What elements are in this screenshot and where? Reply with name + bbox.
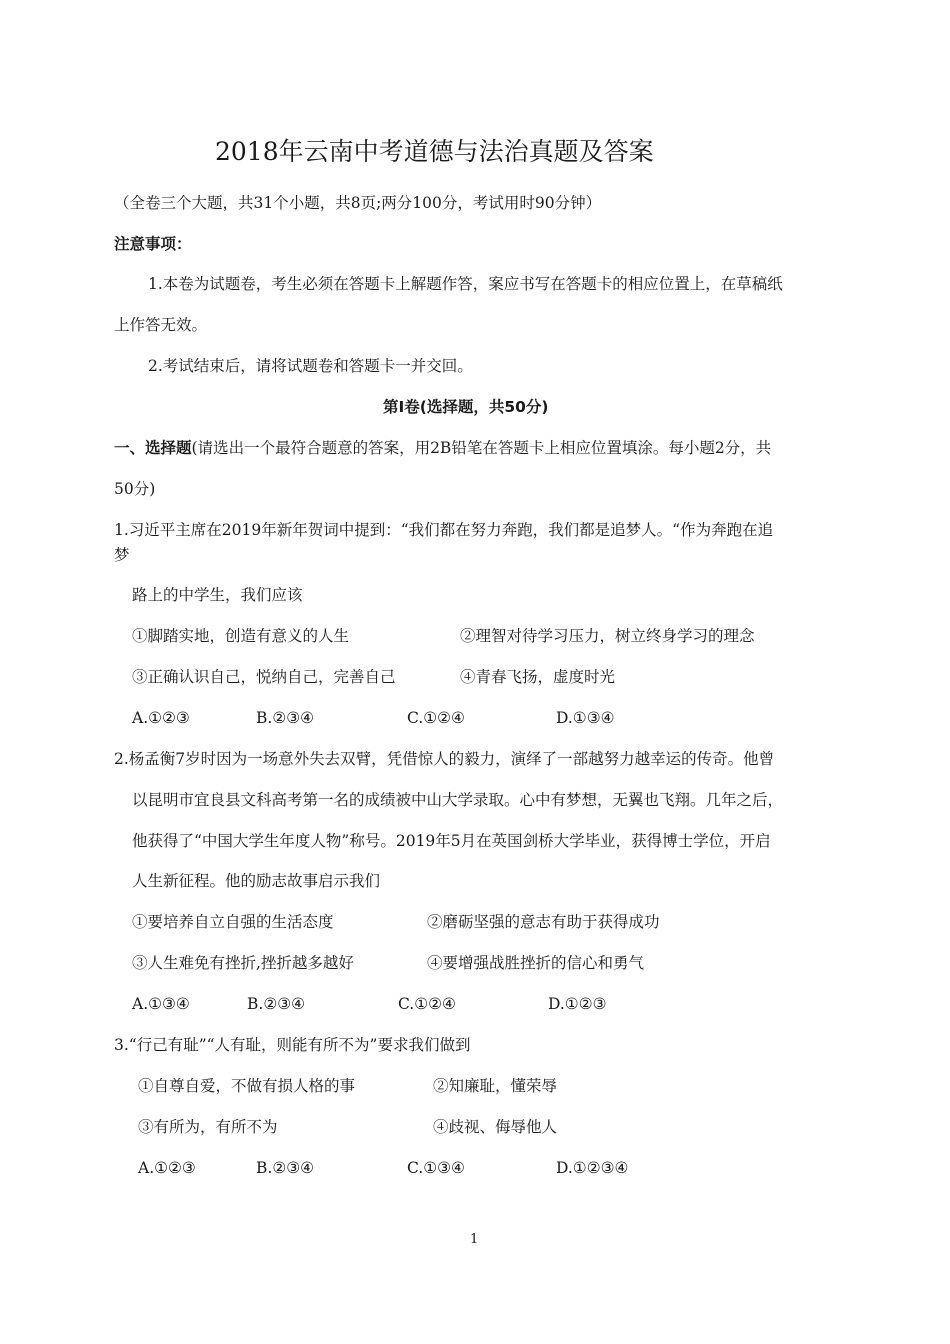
- q3-option-c[interactable]: C.①③④: [407, 1159, 465, 1177]
- q2-statement-3: ③人生难免有挫折,挫折越多越好: [132, 954, 354, 972]
- q3-option-b[interactable]: B.②③④: [256, 1159, 315, 1177]
- q3-statement-2: ②知廉耻，懂荣辱: [433, 1077, 558, 1095]
- q3-statement-3: ③有所为，有所不为: [138, 1118, 278, 1136]
- q1-statement-1: ①脚踏实地，创造有意义的人生: [132, 627, 350, 645]
- q1-stem-line-1: 1.习近平主席在2019年新年贺词中提到：“我们都在努力奔跑，我们都是追梦人。“作为奔跑在追: [114, 521, 774, 539]
- notice-item-1: 1.本卷为试题卷，考生必须在答题卡上解题作答，案应书写在答题卡的相应位置上，在草稿纸: [148, 275, 783, 293]
- q2-stem-line-1: 2.杨孟衡7岁时因为一场意外失去双臂，凭借惊人的毅力，演绎了一部越努力越幸运的传奇。他曾: [114, 750, 775, 768]
- q3-option-a[interactable]: A.①②③: [138, 1159, 196, 1177]
- notice-item-2: 2.考试结束后，请将试题卷和答题卡一并交回。: [148, 357, 473, 375]
- q2-option-b[interactable]: B.②③④: [247, 995, 306, 1013]
- q1-statement-2: ②理智对待学习压力，树立终身学习的理念: [460, 627, 755, 645]
- notice-item-1-cont: 上作答无效。: [114, 316, 208, 334]
- q1-stem-line-2: 梦: [114, 546, 130, 564]
- q2-stem-line-2: 以昆明市宜良县文科高考第一名的成绩被中山大学录取。心中有梦想，无翼也飞翔。几年之后，: [132, 791, 784, 809]
- q3-statement-1: ①自尊自爱，不做有损人格的事: [138, 1077, 356, 1095]
- q2-option-d[interactable]: D.①②③: [548, 995, 607, 1013]
- q3-option-d[interactable]: D.①②③④: [556, 1159, 629, 1177]
- part-heading: 第Ⅰ卷(选择题，共50分): [383, 398, 549, 416]
- page-title: 2018年云南中考道德与法治真题及答案: [215, 137, 654, 166]
- q1-option-a[interactable]: A.①②③: [132, 709, 190, 727]
- section-title: 一、选择题: [114, 439, 192, 457]
- q1-statement-3: ③正确认识自己，悦纳自己，完善自己: [132, 668, 396, 686]
- section-desc-cont: 50分): [114, 480, 156, 498]
- q2-statement-2: ②磨砺坚强的意志有助于获得成功: [427, 913, 660, 931]
- q2-stem-line-3: 他获得了“中国大学生年度人物”称号。2019年5月在英国剑桥大学毕业，获得博士学位，开启: [132, 832, 771, 850]
- q1-statement-4: ④青春飞扬，虚度时光: [460, 668, 616, 686]
- section-intro: [114, 438, 771, 458]
- q3-stem-line-1: 3.“行己有耻”“人有耻，则能有所不为”要求我们做到: [114, 1036, 471, 1054]
- q2-stem-line-4: 人生新征程。他的励志故事启示我们: [132, 872, 381, 890]
- q2-option-a[interactable]: A.①③④: [132, 995, 190, 1013]
- q2-statement-1: ①要培养自立自强的生活态度: [132, 913, 334, 931]
- section-desc: (请选出一个最符合题意的答案，用2B铅笔在答题卡上相应位置填涂。每小题2分，共: [191, 439, 772, 457]
- q1-stem-line-3: 路上的中学生，我们应该: [132, 586, 303, 604]
- exam-info: （全卷三个大题，共31个小题，共8页;两分100分，考试用时90分钟）: [114, 194, 602, 212]
- q2-statement-4: ④要增强战胜挫折的信心和勇气: [427, 954, 645, 972]
- notice-heading: 注意事项：: [114, 235, 192, 253]
- q2-option-c[interactable]: C.①②④: [398, 995, 456, 1013]
- page-number: 1: [470, 1232, 479, 1247]
- q1-option-b[interactable]: B.②③④: [256, 709, 315, 727]
- q1-option-c[interactable]: C.①②④: [407, 709, 465, 727]
- q3-statement-4: ④歧视、侮辱他人: [433, 1118, 558, 1136]
- q1-option-d[interactable]: D.①③④: [556, 709, 615, 727]
